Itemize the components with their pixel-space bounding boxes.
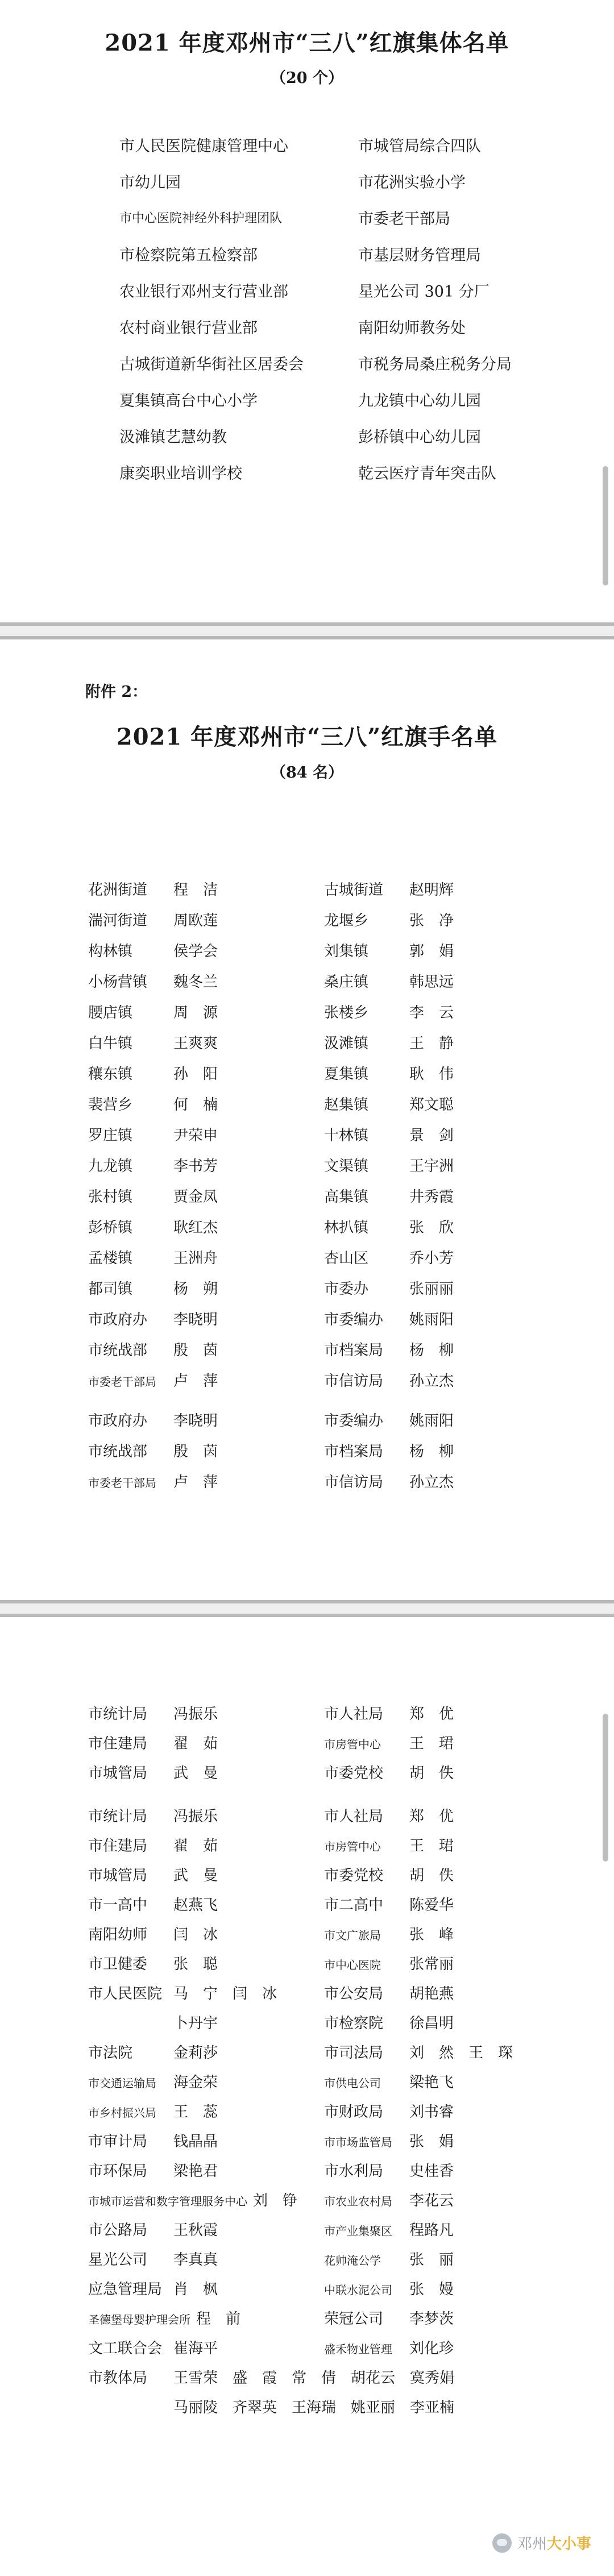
honoree-row — [88, 1923, 218, 1944]
unit-label: 市城管局 — [88, 1867, 148, 1884]
unit-label: 孟楼镇 — [88, 1250, 133, 1267]
honoree-name: 闫 冰 — [173, 1926, 218, 1943]
honoree-row — [324, 970, 454, 991]
collective-item: 市检察院第五检察部 — [119, 247, 258, 264]
honoree-row — [324, 1834, 454, 1855]
honoree-row — [88, 1032, 218, 1053]
honoree-row — [324, 2189, 454, 2210]
honoree-row — [324, 1154, 454, 1175]
honoree-row — [88, 2248, 218, 2269]
honoree-row — [88, 1001, 218, 1022]
honoree-name: 卜丹宇 — [173, 2015, 218, 2032]
unit-label: 荣冠公司 — [324, 2311, 384, 2328]
honoree-name: 郑文聪 — [409, 1096, 454, 1114]
unit-label: 市委编办 — [324, 1311, 384, 1328]
honoree-name: 李真真 — [173, 2251, 218, 2268]
collective-item: 康奕职业培训学校 — [119, 465, 242, 483]
honoree-row — [88, 2189, 297, 2210]
honoree-row — [88, 940, 218, 961]
unit-label: 汲滩镇 — [324, 1035, 369, 1052]
honoree-name: 杨 柳 — [409, 1443, 454, 1460]
collective-item: 农村商业银行营业部 — [119, 319, 258, 337]
honoree-row — [88, 1864, 218, 1885]
unit-label: 市市场监管局 — [324, 2135, 392, 2149]
unit-label: 市信访局 — [324, 1373, 384, 1390]
unit-label: 市委办 — [324, 1281, 369, 1298]
honoree-row — [88, 1470, 218, 1491]
honoree-row — [324, 1440, 454, 1461]
honoree-name: 胡艳燕 — [409, 1985, 454, 2002]
honoree-name: 刘 然 王 琛 — [409, 2045, 513, 2062]
honoree-row — [324, 2218, 454, 2240]
honoree-row — [88, 1339, 218, 1360]
collective-item: 南阳幼师教务处 — [358, 319, 466, 337]
honoree-name: 武 曼 — [173, 1765, 218, 1782]
honoree-name: 刘化珍 — [409, 2340, 454, 2357]
honoree-name: 姚雨阳 — [409, 1412, 454, 1430]
collective-item: 古城街道新华街社区居委会 — [119, 356, 304, 373]
unit-label: 都司镇 — [88, 1281, 133, 1298]
honoree-row — [324, 2100, 454, 2121]
honoree-row — [88, 1834, 218, 1855]
collective-item: 市委老干部局 — [358, 210, 450, 228]
unit-label: 市文广旅局 — [324, 1929, 381, 1942]
unit-label: 市人民医院 — [88, 1985, 163, 2002]
honoree-row — [88, 2041, 218, 2062]
honoree-name: 李梦茨 — [409, 2311, 454, 2328]
honoree-name: 李晓明 — [173, 1311, 218, 1328]
honoree-row — [324, 1247, 454, 1268]
honoree-row — [324, 1805, 454, 1826]
honoree-name: 王 静 — [409, 1035, 454, 1052]
honoree-name: 郑 优 — [409, 1706, 454, 1723]
unit-label: 花洲街道 — [88, 882, 148, 899]
honoree-name: 郑 优 — [409, 1808, 454, 1825]
honoree-name: 李 云 — [409, 1004, 454, 1021]
honoree-row — [324, 1032, 454, 1053]
unit-label: 白牛镇 — [88, 1035, 133, 1052]
honoree-row — [88, 1761, 218, 1783]
scrollbar-thumb[interactable] — [603, 1714, 608, 1862]
collective-item: 夏集镇高台中心小学 — [119, 392, 258, 410]
collective-item: 乾云医疗青年突击队 — [358, 465, 496, 483]
honoree-name: 杨 柳 — [409, 1342, 454, 1359]
unit-label: 市委党校 — [324, 1765, 384, 1782]
honoree-row — [324, 940, 454, 961]
honoree-row — [324, 1093, 454, 1114]
honoree-row — [88, 2159, 218, 2180]
honoree-name: 马 宁 闫 冰 — [173, 1985, 277, 2002]
unit-label: 市统计局 — [88, 1808, 148, 1825]
honoree-name: 杨 朔 — [173, 1281, 218, 1298]
honoree-row — [324, 909, 454, 930]
honoree-row — [324, 1277, 454, 1298]
honoree-name: 尹荣申 — [173, 1127, 218, 1144]
unit-label: 市城管局 — [88, 1765, 148, 1782]
honoree-name: 张常丽 — [409, 1956, 454, 1973]
honoree-name: 王 珺 — [409, 1838, 454, 1855]
honoree-name: 程 洁 — [173, 882, 218, 899]
honoree-name: 武 曼 — [173, 1867, 218, 1884]
unit-label: 龙堰乡 — [324, 912, 369, 929]
page-edge — [0, 1600, 614, 1603]
honoree-row — [324, 2337, 454, 2358]
honoree-row — [324, 1062, 454, 1083]
honoree-name: 王洲舟 — [173, 1250, 218, 1267]
honoree-row — [324, 1185, 454, 1206]
honoree-row — [324, 1470, 454, 1491]
honoree-row — [88, 909, 218, 930]
honoree-name: 冯振乐 — [173, 1706, 218, 1723]
honoree-row — [324, 1308, 454, 1329]
unit-label: 市检察院 — [324, 2015, 384, 2032]
honoree-name: 胡 佚 — [409, 1867, 454, 1884]
unit-label: 市住建局 — [88, 1838, 148, 1855]
honoree-name: 史桂香 — [409, 2163, 454, 2180]
collective-item: 市基层财务管理局 — [358, 247, 481, 264]
honoree-row — [324, 1952, 454, 1973]
honoree-name: 梁艳君 — [173, 2163, 218, 2180]
unit-label: 市城市运营和数字管理服务中心 — [88, 2195, 247, 2208]
honoree-row — [88, 1308, 218, 1329]
honoree-name: 翟 茹 — [173, 1838, 218, 1855]
honoree-row — [88, 1952, 218, 1973]
honoree-row — [88, 1216, 218, 1237]
honoree-name: 张丽丽 — [409, 1281, 454, 1298]
honoree-name: 魏冬兰 — [173, 974, 218, 991]
honoree-row — [324, 2159, 454, 2180]
unit-label: 市中心医院 — [324, 1958, 381, 1972]
honoree-name: 陈爱华 — [409, 1897, 454, 1914]
unit-label: 高集镇 — [324, 1189, 369, 1206]
honoree-row — [88, 2337, 218, 2358]
honoree-name: 耿红杰 — [173, 1219, 218, 1236]
honoree-name: 王爽爽 — [173, 1035, 218, 1052]
unit-label: 赵集镇 — [324, 1096, 369, 1114]
honoree-row — [88, 1702, 218, 1723]
honoree-name: 张 峰 — [409, 1926, 454, 1943]
unit-label: 市统战部 — [88, 1342, 148, 1359]
unit-label: 市住建局 — [88, 1735, 148, 1752]
collective-count: （20 个） — [271, 69, 343, 87]
honoree-row — [88, 878, 218, 899]
honoree-row — [88, 1982, 277, 2003]
watermark-accent: 大小事 — [546, 2536, 591, 2553]
honoree-row — [88, 2100, 218, 2121]
page-separator — [0, 1600, 614, 1617]
honoree-row — [324, 1982, 454, 2003]
unit-label: 市乡村振兴局 — [88, 2106, 156, 2120]
honoree-name: 周欧莲 — [173, 912, 218, 929]
honoree-row — [88, 1805, 218, 1826]
honoree-name: 崔海平 — [173, 2340, 218, 2357]
honoree-name: 孙立杰 — [409, 1373, 454, 1390]
honoree-row — [88, 2278, 218, 2299]
honoree-name: 张 嫚 — [409, 2281, 454, 2298]
unit-label: 小杨营镇 — [88, 974, 148, 991]
honoree-name: 乔小芳 — [409, 1250, 454, 1267]
unit-label: 市委老干部局 — [88, 1375, 156, 1389]
unit-label: 市法院 — [88, 2045, 133, 2062]
honoree-name: 卢 萍 — [173, 1474, 218, 1491]
unit-label: 市交通运输局 — [88, 2076, 156, 2090]
honoree-row — [324, 1124, 454, 1145]
honoree-row — [324, 1216, 454, 1237]
unit-label: 构林镇 — [88, 943, 133, 960]
honoree-name: 李晓明 — [173, 1412, 218, 1430]
collective-item: 市人民医院健康管理中心 — [119, 138, 288, 155]
watermark-text — [517, 2532, 591, 2553]
honoree-row — [88, 2071, 218, 2092]
unit-label: 市财政局 — [324, 2104, 384, 2121]
unit-label: 市统计局 — [88, 1706, 148, 1723]
honoree-row — [88, 1093, 218, 1114]
honoree-row — [88, 2012, 218, 2033]
honoree-list-title: 2021 年度邓州市“三八”红旗手名单 — [116, 724, 498, 750]
honoree-name: 郭 娟 — [409, 943, 454, 960]
honoree-row — [324, 2278, 454, 2299]
unit-label: 市委编办 — [324, 1412, 384, 1430]
unit-label: 中联水泥公司 — [324, 2283, 392, 2297]
collective-item: 市中心医院神经外科护理团队 — [119, 211, 283, 226]
unit-label: 市卫健委 — [88, 1956, 148, 1973]
honoree-name: 张 丽 — [409, 2251, 454, 2268]
unit-label: 腰店镇 — [88, 1004, 133, 1021]
watermark — [492, 2532, 591, 2553]
unit-label: 花帅淹公学 — [324, 2254, 381, 2267]
honoree-row — [88, 1062, 218, 1083]
honoree-row — [324, 1864, 454, 1885]
unit-label: 圣德堡母婴护理会所 — [88, 2313, 190, 2326]
honoree-name: 赵燕飞 — [173, 1897, 218, 1914]
honoree-row — [324, 878, 454, 899]
collective-item: 九龙镇中心幼儿园 — [358, 392, 481, 410]
unit-label: 林扒镇 — [324, 1219, 369, 1236]
honoree-row — [88, 1440, 218, 1461]
unit-label: 市产业集聚区 — [324, 2224, 392, 2238]
unit-label: 十林镇 — [324, 1127, 369, 1144]
honoree-name: 侯学会 — [173, 943, 218, 960]
honoree-row — [324, 1409, 454, 1430]
unit-label: 文工联合会 — [88, 2340, 163, 2357]
honoree-row — [88, 1185, 218, 1206]
unit-label: 罗庄镇 — [88, 1127, 133, 1144]
unit-label: 桑庄镇 — [324, 974, 369, 991]
honoree-name: 刘书睿 — [409, 2104, 454, 2121]
unit-label: 市档案局 — [324, 1342, 384, 1359]
unit-label: 市信访局 — [324, 1474, 384, 1491]
unit-label: 市审计局 — [88, 2133, 148, 2150]
unit-label: 穰东镇 — [88, 1066, 133, 1083]
unit-label: 市委老干部局 — [88, 1476, 156, 1490]
unit-label: 市人社局 — [324, 1706, 384, 1723]
honoree-name: 肖 枫 — [173, 2281, 218, 2298]
honoree-name: 赵明辉 — [409, 882, 454, 899]
honoree-row — [324, 2012, 454, 2033]
honoree-row — [88, 1277, 218, 1298]
honoree-row — [88, 1247, 218, 1268]
unit-label: 市公路局 — [88, 2222, 148, 2239]
honoree-name: 耿 伟 — [409, 1066, 454, 1083]
unit-label: 古城街道 — [324, 882, 384, 899]
honoree-row — [324, 2248, 454, 2269]
collective-item: 市幼儿园 — [119, 174, 181, 192]
unit-label: 夏集镇 — [324, 1066, 369, 1083]
honoree-name: 韩思远 — [409, 974, 454, 991]
scrollbar-thumb[interactable] — [603, 466, 608, 585]
unit-label: 应急管理局 — [88, 2281, 163, 2298]
honoree-row — [324, 2130, 454, 2151]
collective-item: 市花洲实验小学 — [358, 174, 466, 192]
honoree-name: 海金荣 — [173, 2074, 218, 2091]
honoree-name: 张 净 — [409, 912, 454, 929]
honoree-name: 李书芳 — [173, 1158, 218, 1175]
honoree-row — [324, 1923, 454, 1944]
honoree-name: 卢 萍 — [173, 1373, 218, 1390]
page-edge — [0, 622, 614, 626]
watermark-prefix: 邓州 — [517, 2536, 547, 2553]
honoree-name: 王宇洲 — [409, 1158, 454, 1175]
document-page-2 — [0, 639, 614, 1600]
unit-label: 刘集镇 — [324, 943, 369, 960]
unit-label: 星光公司 — [88, 2251, 148, 2268]
honoree-row — [324, 1369, 454, 1390]
honoree-name: 何 楠 — [173, 1096, 218, 1114]
unit-label: 市房管中心 — [324, 1840, 381, 1854]
honoree-name: 孙立杰 — [409, 1474, 454, 1491]
collective-item: 星光公司 301 分厂 — [358, 283, 489, 301]
unit-label: 彭桥镇 — [88, 1219, 133, 1236]
honoree-row — [88, 1124, 218, 1145]
honoree-name: 张 欣 — [409, 1219, 454, 1236]
unit-label: 市委党校 — [324, 1867, 384, 1884]
honoree-name: 王 珺 — [409, 1735, 454, 1752]
collective-list-title: 2021 年度邓州市“三八”红旗集体名单 — [105, 30, 509, 56]
honoree-name: 王雪荣 盛 霞 常 倩 胡花云 寞秀娟 — [173, 2370, 455, 2387]
honoree-name: 周 源 — [173, 1004, 218, 1021]
honoree-name: 姚雨阳 — [409, 1311, 454, 1328]
honoree-name: 井秀霞 — [409, 1189, 454, 1206]
collective-item: 汲滩镇艺慧幼教 — [119, 429, 227, 446]
honoree-row — [324, 1001, 454, 1022]
honoree-row — [88, 2366, 454, 2387]
honoree-name: 程路凡 — [409, 2222, 454, 2239]
unit-label: 盛禾物业管理 — [324, 2342, 392, 2356]
document-page-1 — [0, 0, 614, 622]
unit-label: 市教体局 — [88, 2370, 148, 2387]
unit-label: 市一高中 — [88, 1897, 148, 1914]
unit-label: 市档案局 — [324, 1443, 384, 1460]
unit-label: 南阳幼师 — [88, 1926, 148, 1943]
honoree-name: 刘 铮 — [253, 2192, 298, 2209]
honoree-row — [88, 2218, 218, 2240]
unit-label: 市政府办 — [88, 1412, 148, 1430]
honoree-name: 冯振乐 — [173, 1808, 218, 1825]
honoree-name: 程 前 — [196, 2311, 241, 2328]
collective-item: 农业银行邓州支行营业部 — [119, 283, 288, 301]
honoree-row — [88, 2307, 240, 2328]
honoree-row — [324, 2071, 454, 2092]
unit-label: 市政府办 — [88, 1311, 148, 1328]
honoree-name: 张 聪 — [173, 1956, 218, 1973]
honoree-row — [88, 1732, 218, 1753]
honoree-row — [88, 1369, 218, 1390]
unit-label: 市公安局 — [324, 1985, 384, 2002]
honoree-row — [324, 2041, 513, 2062]
honoree-row — [324, 1339, 454, 1360]
collective-item: 彭桥镇中心幼儿园 — [358, 429, 481, 446]
honoree-name: 张 娟 — [409, 2133, 454, 2150]
honoree-row — [324, 2307, 454, 2328]
unit-label: 张村镇 — [88, 1189, 133, 1206]
unit-label: 市环保局 — [88, 2163, 148, 2180]
unit-label: 市农业农村局 — [324, 2195, 392, 2208]
honoree-name: 贾金凤 — [173, 1189, 218, 1206]
honoree-row — [88, 2130, 218, 2151]
unit-label: 市二高中 — [324, 1897, 384, 1914]
collective-item: 市城管局综合四队 — [358, 138, 481, 155]
honoree-row — [88, 1893, 218, 1914]
honoree-count: （84 名） — [271, 764, 343, 782]
honoree-name: 孙 阳 — [173, 1066, 218, 1083]
honoree-name: 李花云 — [409, 2192, 454, 2209]
honoree-row — [324, 1893, 454, 1914]
unit-label: 张楼乡 — [324, 1004, 369, 1021]
honoree-row — [324, 1702, 454, 1723]
honoree-name: 金莉莎 — [173, 2045, 218, 2062]
honoree-name: 殷 茵 — [173, 1342, 218, 1359]
honoree-name: 殷 茵 — [173, 1443, 218, 1460]
wechat-icon — [492, 2533, 512, 2553]
honoree-row — [88, 970, 218, 991]
unit-label: 裴营乡 — [88, 1096, 133, 1114]
honoree-name: 梁艳飞 — [409, 2074, 454, 2091]
honoree-name: 王 蕊 — [173, 2104, 218, 2121]
honoree-row — [88, 2396, 454, 2417]
honoree-row — [88, 1409, 218, 1430]
unit-label: 市司法局 — [324, 2045, 384, 2062]
honoree-name: 翟 茹 — [173, 1735, 218, 1752]
unit-label: 市房管中心 — [324, 1738, 381, 1751]
honoree-row — [324, 1732, 454, 1753]
unit-label: 市水利局 — [324, 2163, 384, 2180]
honoree-name: 徐昌明 — [409, 2015, 454, 2032]
honoree-row — [324, 1761, 454, 1783]
unit-label: 市统战部 — [88, 1443, 148, 1460]
unit-label: 九龙镇 — [88, 1158, 133, 1175]
honoree-name: 胡 佚 — [409, 1765, 454, 1782]
honoree-name: 王秋霞 — [173, 2222, 218, 2239]
unit-label: 湍河街道 — [88, 912, 148, 929]
honoree-name: 钱晶晶 — [173, 2133, 218, 2150]
unit-label: 市人社局 — [324, 1808, 384, 1825]
honoree-row — [88, 1154, 218, 1175]
honoree-name: 景 剑 — [409, 1127, 454, 1144]
honoree-name: 马丽陵 齐翠英 王海瑞 姚亚丽 李亚楠 — [173, 2399, 455, 2416]
attachment-label: 附件 2： — [85, 683, 148, 701]
unit-label: 杏山区 — [324, 1250, 369, 1267]
unit-label: 市供电公司 — [324, 2076, 381, 2090]
page-separator — [0, 622, 614, 639]
unit-label: 文渠镇 — [324, 1158, 369, 1175]
collective-item: 市税务局桑庄税务分局 — [358, 356, 512, 373]
document-page-3 — [0, 1617, 614, 2576]
